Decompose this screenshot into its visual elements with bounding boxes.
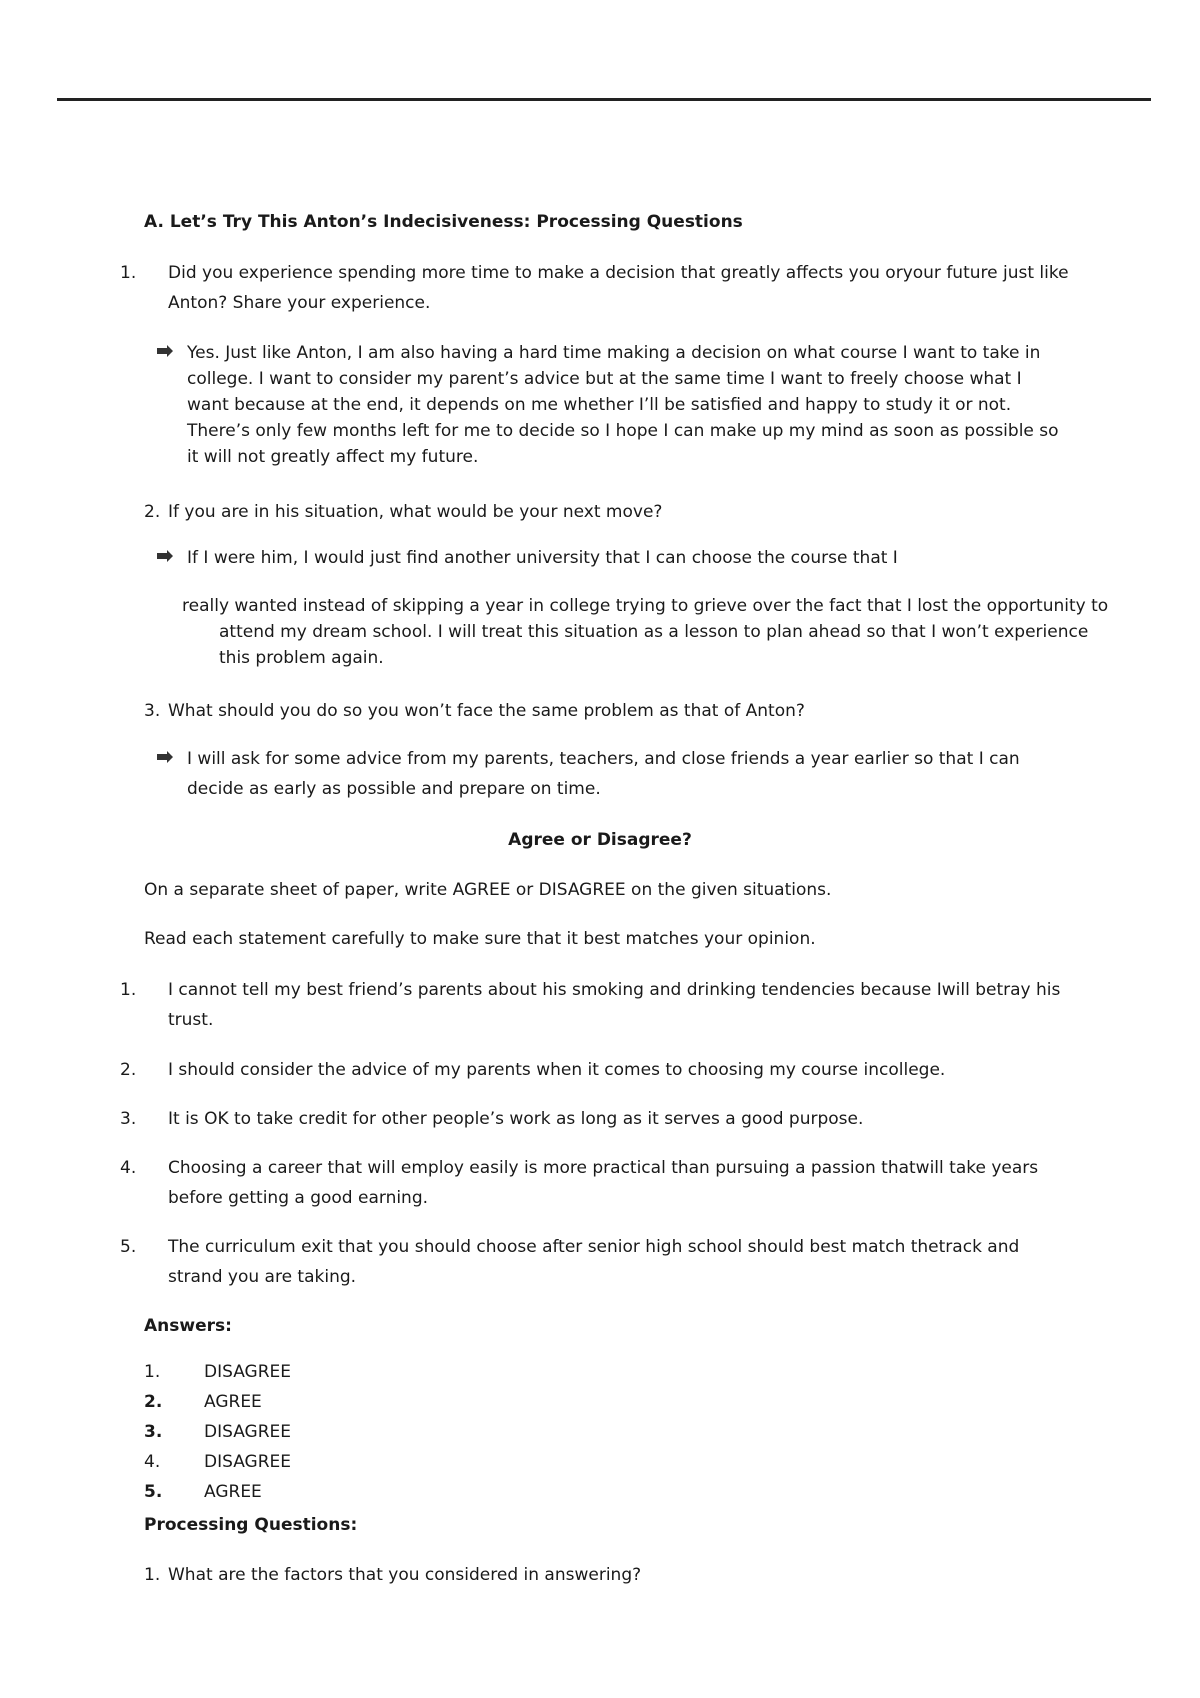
statement-4-text: Choosing a career that will employ easily is more practical than pursuing a passion thatwill take years before getting a good earning. bbox=[168, 1158, 1039, 1208]
statement-1-text: I cannot tell my best friend’s parents about his smoking and drinking tendencies because Iwill betray his trust. bbox=[168, 980, 1061, 1030]
instruction-1: On a separate sheet of paper, write AGREE or DISAGREE on the given situations. bbox=[144, 880, 832, 900]
answer-item-text: AGREE bbox=[204, 1482, 262, 1502]
processing-question-1 bbox=[144, 1560, 1074, 1590]
question-3-number: 3. bbox=[144, 701, 161, 721]
arrow-bullet-icon bbox=[155, 547, 175, 567]
question-2-number: 2. bbox=[144, 502, 161, 522]
instruction-2: Read each statement carefully to make sure that it best matches your opinion. bbox=[144, 929, 816, 949]
question-2 bbox=[144, 497, 1074, 527]
statement-5-text: The curriculum exit that you should choose after senior high school should best match thetrack and strand you are taking. bbox=[168, 1237, 1020, 1287]
question-3 bbox=[144, 696, 1074, 726]
answer-item-number: 2. bbox=[144, 1392, 163, 1412]
question-3-text: What should you do so you won’t face the same problem as that of Anton? bbox=[168, 701, 805, 721]
statement-3-number: 3. bbox=[120, 1109, 137, 1129]
processing-label: Processing Questions: bbox=[144, 1515, 358, 1535]
answer-1 bbox=[187, 340, 1067, 470]
header-rule bbox=[57, 98, 1151, 101]
arrow-bullet-icon bbox=[155, 748, 175, 768]
statement-2-number: 2. bbox=[120, 1060, 137, 1080]
answers-list bbox=[144, 1357, 291, 1507]
processing-question-1-text: What are the factors that you considered in answering? bbox=[168, 1565, 642, 1585]
section-title: A. Let’s Try This Anton’s Indecisiveness: Processing Questions bbox=[144, 212, 743, 232]
statement-3-text: It is OK to take credit for other people’s work as long as it serves a good purpose. bbox=[168, 1109, 864, 1129]
statement-3 bbox=[120, 1104, 1074, 1134]
answer-item-text: DISAGREE bbox=[204, 1362, 292, 1382]
answer-item bbox=[144, 1477, 291, 1507]
answer-item-number: 5. bbox=[144, 1482, 163, 1502]
statement-5 bbox=[120, 1232, 1074, 1292]
answer-item-text: DISAGREE bbox=[204, 1422, 292, 1442]
answer-item bbox=[144, 1357, 291, 1387]
statement-1 bbox=[120, 975, 1074, 1035]
answer-item-text: DISAGREE bbox=[204, 1452, 292, 1472]
statement-4 bbox=[120, 1153, 1074, 1213]
answer-item-number: 3. bbox=[144, 1422, 163, 1442]
answer-item bbox=[144, 1447, 291, 1477]
question-1-number: 1. bbox=[120, 263, 137, 283]
processing-question-1-number: 1. bbox=[144, 1565, 161, 1585]
statement-5-number: 5. bbox=[120, 1237, 137, 1257]
answer-item-number: 1. bbox=[144, 1362, 161, 1382]
answer-2-continued-text: really wanted instead of skipping a year in college trying to grieve over the fact that I lost the opportunity to attend my dream school. I will treat this situation as a lesson to plan ahead so that I won’t experience this problem again. bbox=[182, 596, 1109, 668]
question-2-text: If you are in his situation, what would be your next move? bbox=[168, 502, 663, 522]
answer-2 bbox=[187, 545, 1067, 571]
answer-item-number: 4. bbox=[144, 1452, 161, 1472]
answer-2-continued bbox=[182, 593, 1109, 671]
statement-2 bbox=[120, 1055, 1074, 1085]
answer-2-text: If I were him, I would just find another university that I can choose the course that I bbox=[187, 548, 898, 568]
statement-2-text: I should consider the advice of my parents when it comes to choosing my course incollege. bbox=[168, 1060, 946, 1080]
answer-item bbox=[144, 1417, 291, 1447]
answer-1-text: Yes. Just like Anton, I am also having a hard time making a decision on what course I want to take in college. I want to consider my parent’s advice but at the same time I want to freely choose what I want because at the end, it depends on me whether I’ll be satisfied and happy to study it or not. There’s only few months left for me to decide so I hope I can make up my mind as soon as possible so it will not greatly affect my future. bbox=[187, 343, 1059, 467]
answer-item-text: AGREE bbox=[204, 1392, 262, 1412]
answers-label: Answers: bbox=[144, 1316, 232, 1336]
answer-item bbox=[144, 1387, 291, 1417]
question-1-text: Did you experience spending more time to make a decision that greatly affects you oryour future just like Anton? Share your experience. bbox=[168, 263, 1069, 313]
question-1 bbox=[120, 258, 1074, 318]
answer-3-text: I will ask for some advice from my parents, teachers, and close friends a year earlier so that I can decide as early as possible and prepare on time. bbox=[187, 749, 1020, 799]
statement-1-number: 1. bbox=[120, 980, 137, 1000]
answer-3 bbox=[187, 744, 1067, 804]
agree-heading: Agree or Disagree? bbox=[508, 830, 692, 850]
arrow-bullet-icon bbox=[155, 342, 175, 362]
statement-4-number: 4. bbox=[120, 1158, 137, 1178]
